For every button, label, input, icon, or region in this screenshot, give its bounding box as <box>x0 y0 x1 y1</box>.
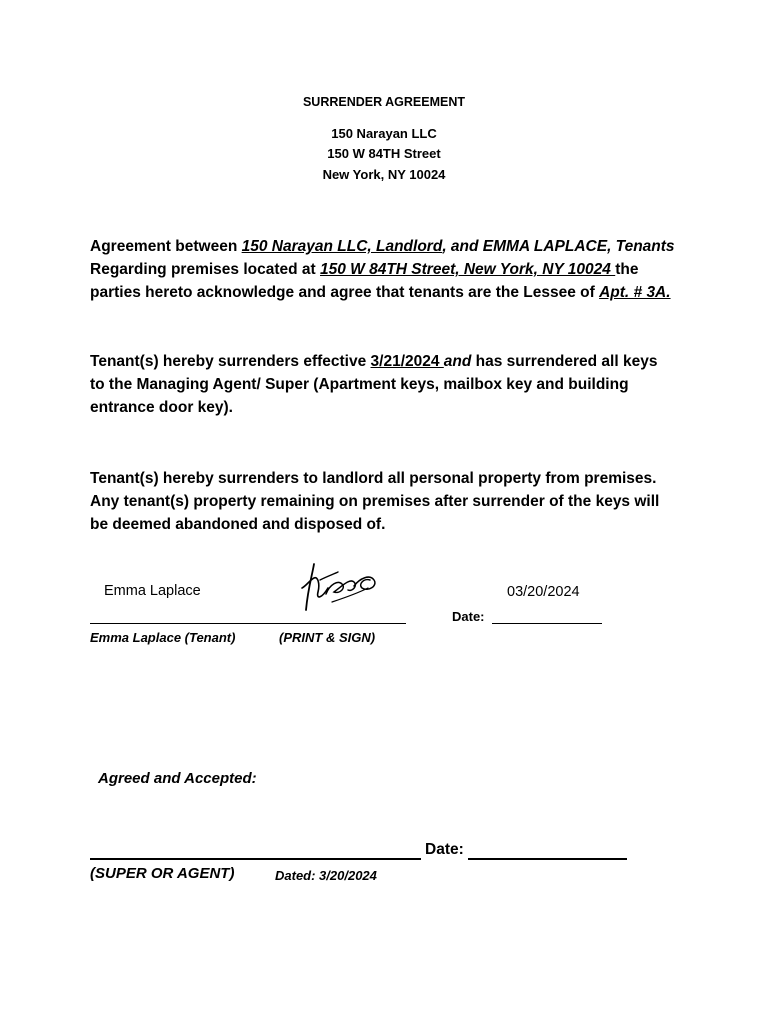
tenant-signature-line <box>90 623 406 624</box>
surrender-line-2: to the Managing Agent/ Super (Apartment keys, mailbox key and building <box>90 376 629 393</box>
tenant-printed-name: Emma Laplace <box>104 583 201 599</box>
tenant-caption: Emma Laplace (Tenant) <box>90 630 236 645</box>
agreement-paragraph <box>90 235 690 304</box>
agreement-line-2: Regarding premises located at 150 W 84TH Street, New York, NY 10024 the <box>90 261 639 278</box>
document-title: SURRENDER AGREEMENT <box>302 95 466 109</box>
super-agent-caption: (SUPER OR AGENT) <box>90 865 235 882</box>
tenant-date-line <box>492 623 602 624</box>
property-line-1: Tenant(s) hereby surrenders to landlord all personal property from premises. <box>90 470 657 487</box>
surrender-line-1: Tenant(s) hereby surrenders effective 3/21/2024 and has surrendered all keys <box>90 353 658 370</box>
landlord-name: 150 Narayan LLC, Landlord <box>241 238 443 255</box>
apartment-number: Apt. # 3A. <box>599 284 671 301</box>
premises-address: 150 W 84TH Street, New York, NY 10024 <box>320 261 616 278</box>
surrender-date: 3/21/2024 <box>370 353 444 370</box>
address-line-3: New York, NY 10024 <box>322 167 446 182</box>
agent-signature-line <box>90 858 421 860</box>
address-line-1: 150 Narayan LLC <box>331 126 437 141</box>
personal-property-paragraph <box>90 467 690 536</box>
agreed-accepted-heading: Agreed and Accepted: <box>98 770 257 787</box>
surrender-keys-paragraph <box>90 350 690 419</box>
address-line-2: 150 W 84TH Street <box>327 146 441 161</box>
property-line-3: be deemed abandoned and disposed of. <box>90 516 386 533</box>
property-line-2: Any tenant(s) property remaining on premises after surrender of the keys will <box>90 493 660 510</box>
agent-dated-note: Dated: 3/20/2024 <box>275 868 377 883</box>
tenant-signature-mark <box>298 558 380 614</box>
agent-date-label: Date: <box>425 841 464 858</box>
tenant-date-label: Date: <box>452 609 485 624</box>
tenant-date-value: 03/20/2024 <box>507 584 580 600</box>
print-sign-caption: (PRINT & SIGN) <box>279 630 376 645</box>
surrender-line-3: entrance door key). <box>90 399 233 416</box>
agreement-line-1: Agreement between 150 Narayan LLC, Landlord, and EMMA LAPLACE, Tenants <box>90 238 675 255</box>
agent-date-line <box>468 858 627 860</box>
agreement-line-3: parties hereto acknowledge and agree that tenants are the Lessee of Apt. # 3A. <box>90 284 671 301</box>
